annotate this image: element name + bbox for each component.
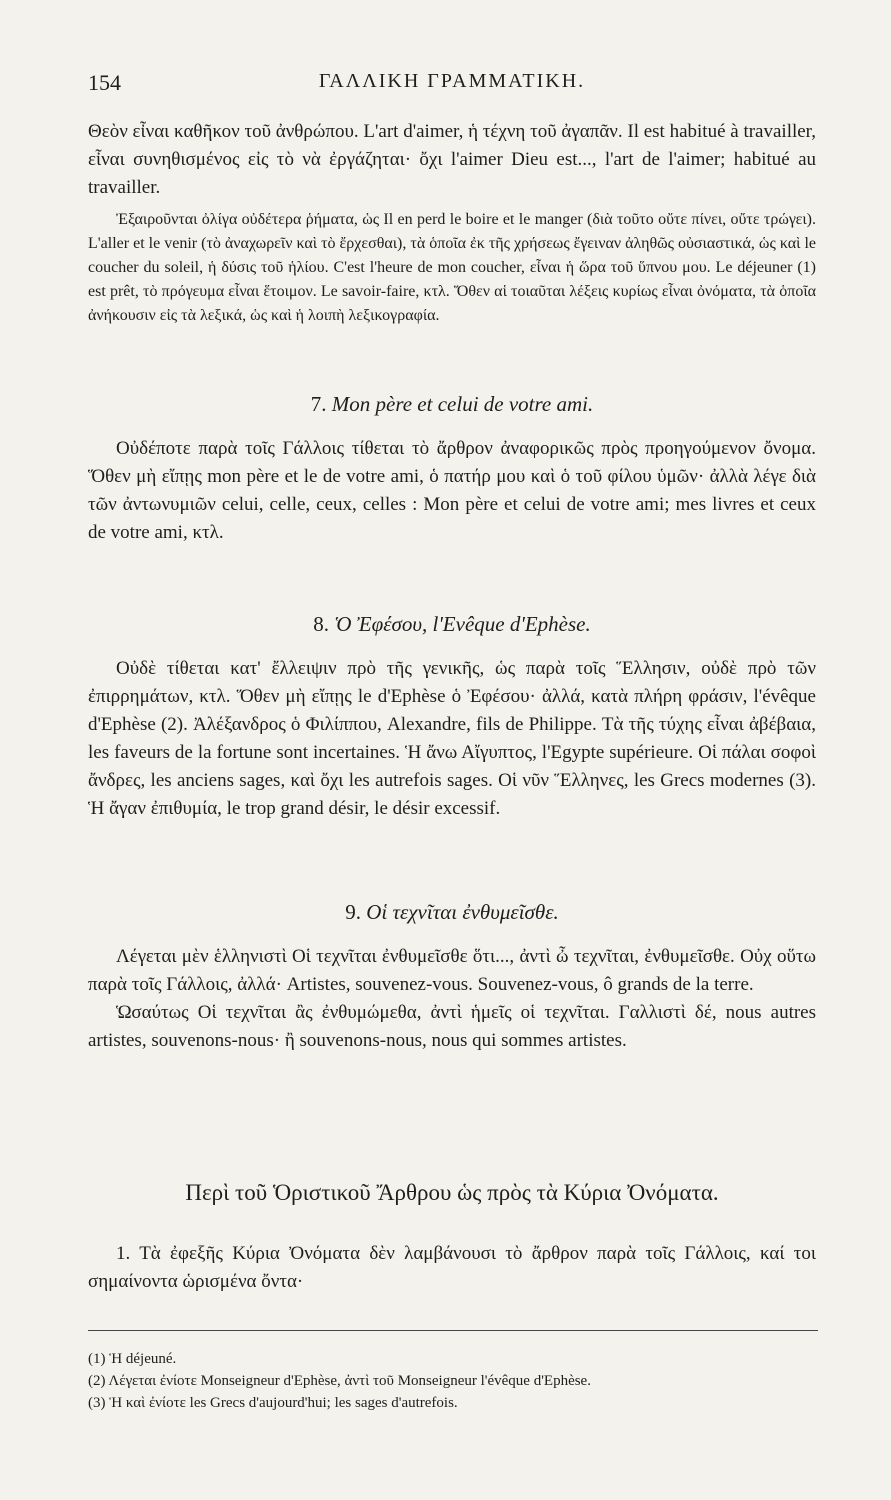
section-8 xyxy=(88,612,816,823)
section-8-title: Ὁ Ἐφέσου, l'Evêque d'Ephèse. xyxy=(334,612,591,636)
section-7-paragraph: Οὐδέποτε παρὰ τοῖς Γάλλοις τίθεται τὸ ἄρθρον ἀναφορικῶς πρὸς προηγούμενον ὄνομα. Ὅθεν μὴ εἴπῃς mon père et le de votre ami, ὁ πατήρ μου καὶ ὁ τοῦ φίλου ὑμῶν· ἀλλὰ λέγε διὰ τῶν ἀντωνυμιῶν celui, celle, ceux, celles : Mon père et celui de votre ami; mes livres et ceux de votre ami, κτλ. xyxy=(88,438,816,543)
intro-block xyxy=(88,118,816,202)
rule-1-paragraph: 1. Τὰ ἐφεξῆς Κύρια Ὀνόματα δὲν λαμβάνουσι τὸ ἄρθρον παρὰ τοῖς Γάλλοις, καί τοι σημαίνοντα ὡρισμένα ὄντα· xyxy=(88,1243,816,1292)
intro-paragraph-1: Θεὸν εἶναι καθῆκον τοῦ ἀνθρώπου. L'art d'aimer, ἡ τέχνη τοῦ ἀγαπᾶν. Il est habitué à travailler, εἶναι συνηθισμένος εἰς τὸ νὰ ἐργάζηται· ὄχι l'aimer Dieu est..., l'art de l'aimer; habitué au travailler. xyxy=(88,121,816,198)
footnote-1: (1) Ἡ déjeuné. xyxy=(88,1351,177,1367)
section-8-heading xyxy=(88,612,816,637)
intro-block-2 xyxy=(88,208,816,328)
running-title: ΓΑΛΛΙΚΗ ΓΡΑΜΜΑΤΙΚΗ. xyxy=(318,70,586,92)
section-9 xyxy=(88,900,816,1055)
section-7 xyxy=(88,392,816,547)
footnotes xyxy=(88,1348,816,1414)
section-8-paragraph: Οὐδὲ τίθεται κατ' ἔλλειψιν πρὸ τῆς γενικῆς, ὡς παρὰ τοῖς Ἕλλησιν, οὐδὲ πρὸ τῶν ἐπιρρημάτων, κτλ. Ὅθεν μὴ εἴπῃς le d'Ephèse ὁ Ἐφέσου· ἀλλά, κατὰ πλήρη φράσιν, l'évêque d'Ephèse (2). Ἀλέξανδρος ὁ Φιλίππου, Alexandre, fils de Philippe. Τὰ τῆς τύχης εἶναι ἀβέβαια, les faveurs de la fortune sont incertaines. Ἡ ἄνω Αἴγυπτος, l'Egypte supérieure. Οἱ πάλαι σοφοὶ ἄνδρες, les anciens sages, καὶ ὄχι les autrefois sages. Οἱ νῦν Ἕλληνες, les Grecs modernes (3). Ἡ ἄγαν ἐπιθυμία, le trop grand désir, le désir excessif. xyxy=(88,658,816,819)
footnote-2: (2) Λέγεται ἐνίοτε Monseigneur d'Ephèse, ἀντὶ τοῦ Monseigneur l'évêque d'Ephèse. xyxy=(88,1373,591,1389)
intro-paragraph-2: Ἐξαιροῦνται ὀλίγα οὐδέτερα ῥήματα, ὡς Il en perd le boire et le manger (διὰ τοῦτο οὔτε πίνει, οὔτε τρώγει). L'aller et le venir (τὸ ἀναχωρεῖν καὶ τὸ ἔρχεσθαι), τὰ ὁποῖα ἐκ τῆς χρήσεως ἔγειναν ἀληθῶς οὐσιαστικά, ὡς καὶ le coucher du soleil, ἡ δύσις τοῦ ἡλίου. C'est l'heure de mon coucher, εἶναι ἡ ὥρα τοῦ ὕπνου μου. Le déjeuner (1) est prêt, τὸ πρόγευμα εἶναι ἕτοιμον. Le savoir-faire, κτλ. Ὅθεν αἱ τοιαῦται λέξεις κυρίως εἶναι ὀνόματα, τὰ ὁποῖα ἀνήκουσιν εἰς τὰ λεξικά, ὡς καὶ ἡ λοιπὴ λεξικογραφία. xyxy=(88,211,816,324)
section-9-title: Οἱ τεχνῖται ἐνθυμεῖσθε. xyxy=(366,900,559,924)
section-9-heading xyxy=(88,900,816,925)
section-9-paragraph-2: Ὡσαύτως Οἱ τεχνῖται ἂς ἐνθυμώμεθα, ἀντὶ ἡμεῖς οἱ τεχνῖται. Γαλλιστὶ δέ, nous autres artistes, souvenons-nous· ἢ souvenons-nous, nous qui sommes artistes. xyxy=(88,1002,816,1051)
section-8-number: 8. xyxy=(313,612,329,636)
section-title-block xyxy=(88,1180,816,1206)
section-7-title: Mon père et celui de votre ami. xyxy=(331,392,594,416)
section-9-number: 9. xyxy=(345,900,362,924)
section-9-paragraph-1: Λέγεται μὲν ἑλληνιστὶ Οἱ τεχνῖται ἐνθυμεῖσθε ὅτι..., ἀντὶ ὦ τεχνῖται, ἐνθυμεῖσθε. Οὐχ οὕτω παρὰ τοῖς Γάλλοις, ἀλλά· Artistes, souvenez-vous. Souvenez-vous, ô grands de la terre. xyxy=(88,946,816,995)
running-header xyxy=(88,70,816,100)
page-number: 154 xyxy=(88,70,121,95)
section-title: Περὶ τοῦ Ὁριστικοῦ Ἄρθρου ὡς πρὸς τὰ Κύρια Ὀνόματα. xyxy=(185,1180,719,1205)
section-7-number: 7. xyxy=(310,392,327,416)
rule-1-block xyxy=(88,1240,816,1296)
footnote-divider xyxy=(88,1330,818,1331)
footnote-3: (3) Ἡ καὶ ἐνίοτε les Grecs d'aujourd'hui; les sages d'autrefois. xyxy=(88,1395,458,1411)
section-7-heading xyxy=(88,392,816,417)
